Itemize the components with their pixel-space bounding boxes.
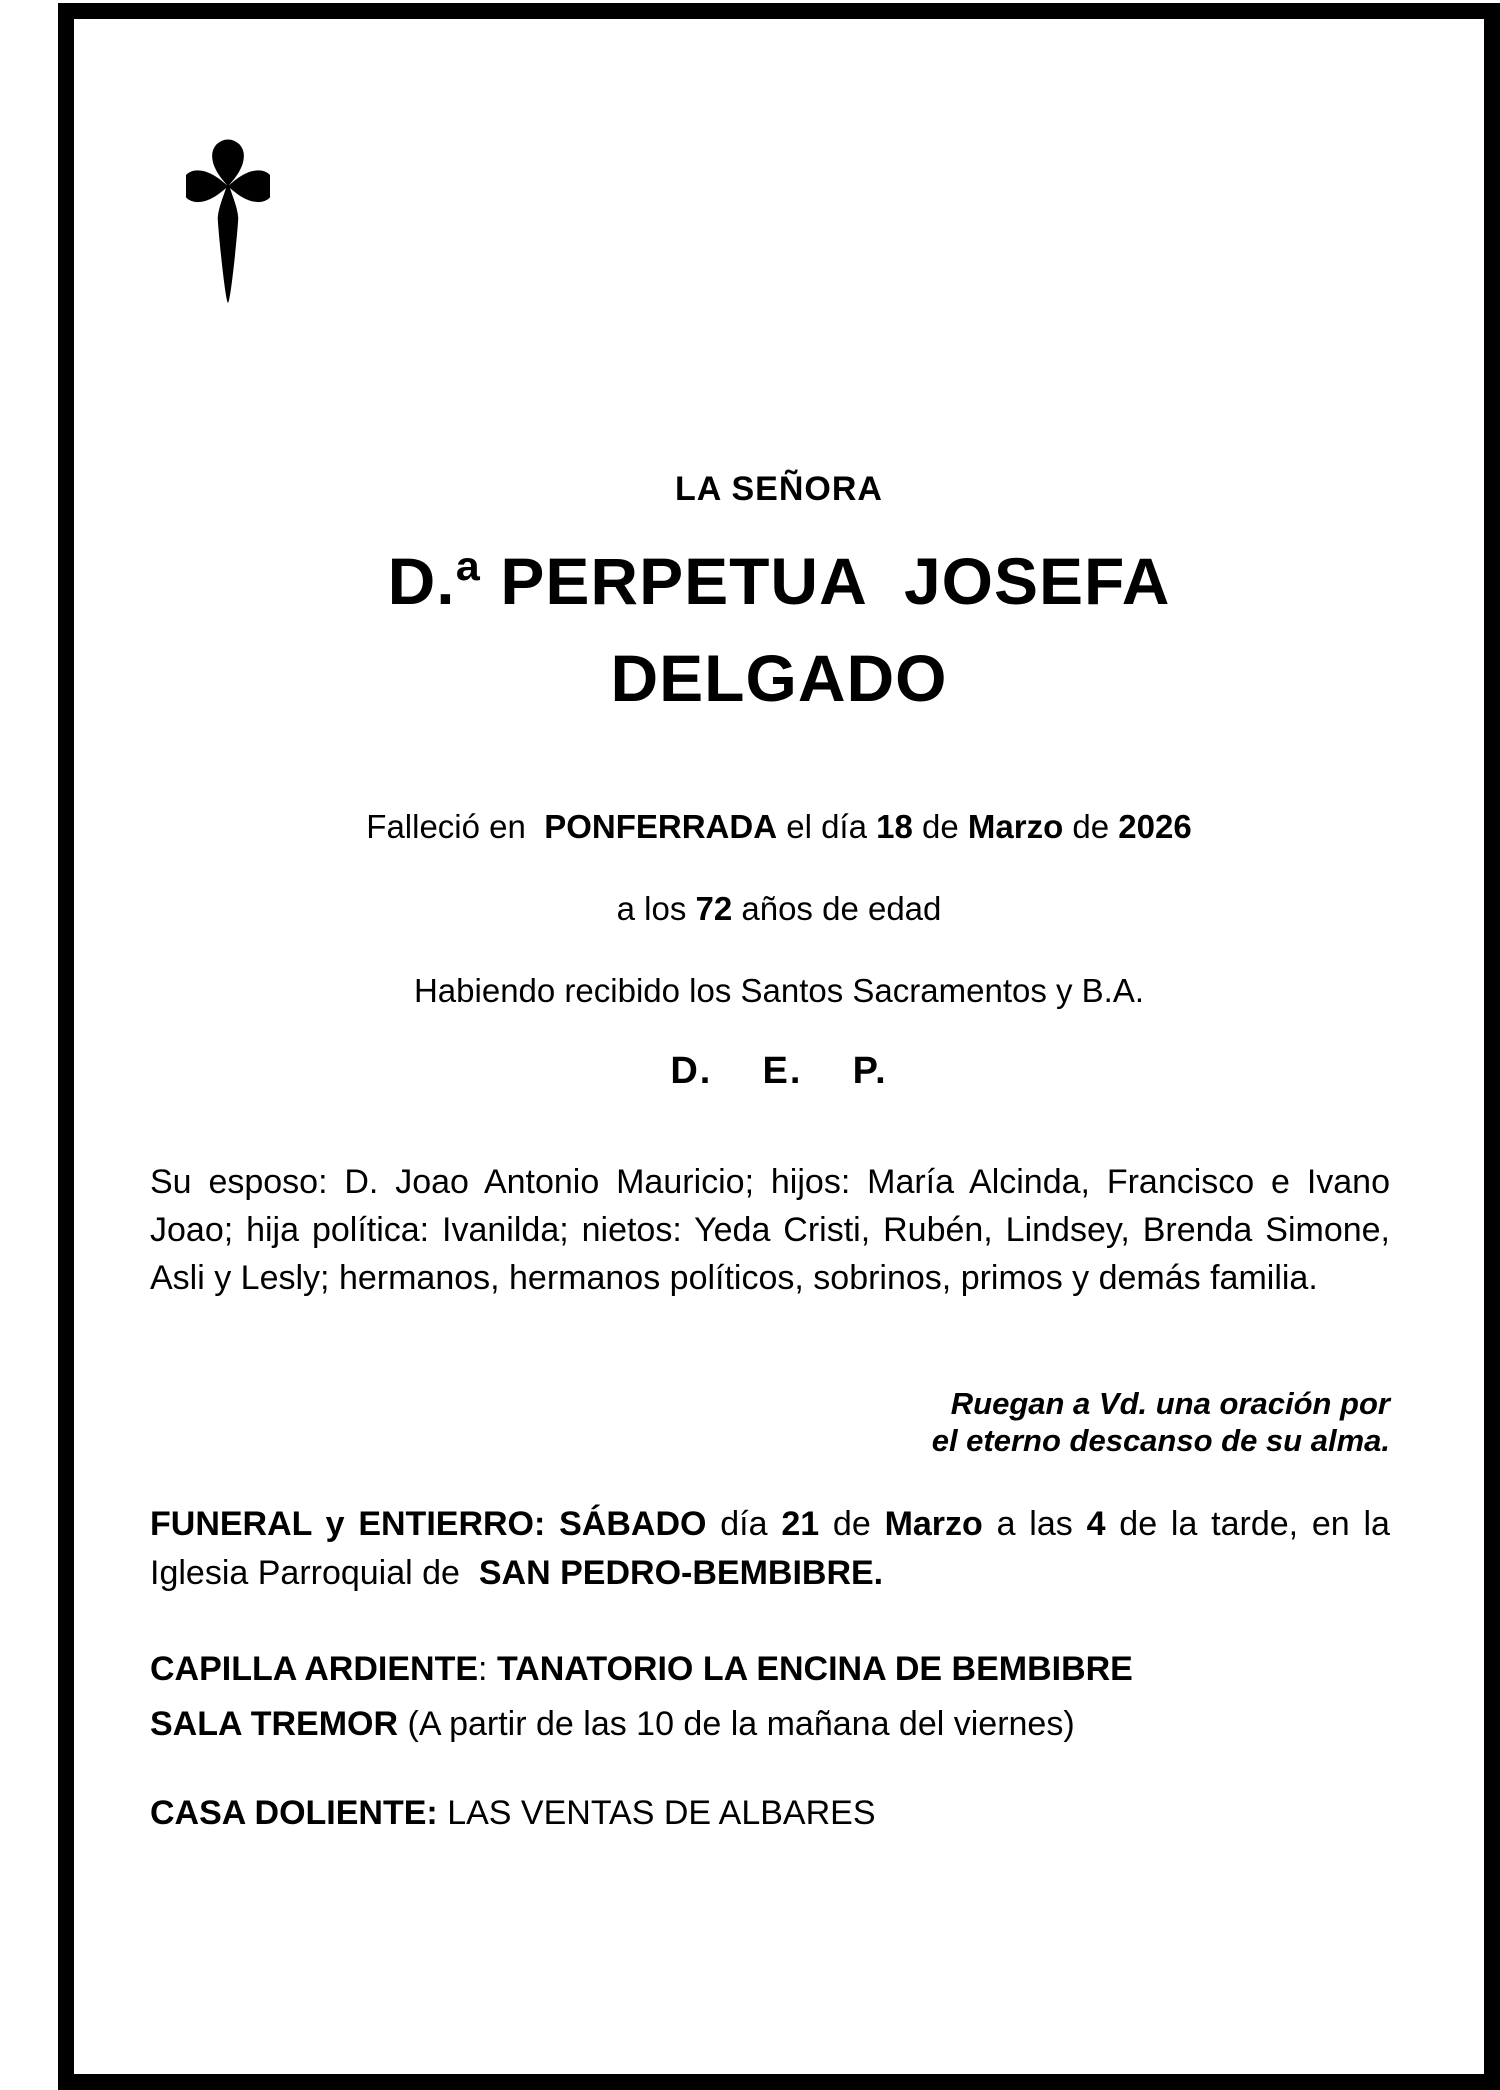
deceased-name-line2: DELGADO	[610, 641, 948, 715]
funeral-details-line: FUNERAL y ENTIERRO: SÁBADO día 21 de Marzo a las 4 de la tarde, en la Iglesia Parroquial de SAN PEDRO-BEMBIBRE.	[150, 1505, 1400, 1592]
deceased-name-line1: D.ª PERPETUA JOSEFA	[387, 544, 1171, 618]
death-notice-line: Falleció en PONFERRADA el día 18 de Marzo de 2026	[366, 808, 1192, 845]
pretitle: LA SEÑORA	[675, 470, 883, 508]
wake-room-line: SALA TREMOR (A partir de las 10 de la mañana del viernes)	[150, 1705, 1075, 1743]
cross-icon	[186, 128, 270, 306]
family-paragraph: Su esposo: D. Joao Antonio Mauricio; hijos: María Alcinda, Francisco e Ivano Joao; hija política: Ivanilda; nietos: Yeda Cristi, Rubén, Lindsey, Brenda Simone, Asli y Lesly; hermanos, hermanos políticos, sobrinos, primos y demás familia.	[150, 1163, 1390, 1297]
dep-abbreviation: D. E. P.	[670, 1050, 888, 1092]
age-line: a los 72 años de edad	[616, 890, 942, 927]
prayer-line-2: el eterno descanso de su alma.	[931, 1423, 1390, 1458]
sacraments-line: Habiendo recibido los Santos Sacramentos y B.A.	[413, 972, 1145, 1009]
prayer-line-1: Ruegan a Vd. una oración por	[950, 1386, 1390, 1421]
mourning-house-line: CASA DOLIENTE: LAS VENTAS DE ALBARES	[150, 1794, 876, 1832]
black-border-frame	[58, 3, 1500, 2090]
prayer-text	[150, 1385, 1390, 1459]
wake-chapel-line: CAPILLA ARDIENTE: TANATORIO LA ENCINA DE BEMBIBRE	[150, 1650, 1133, 1688]
